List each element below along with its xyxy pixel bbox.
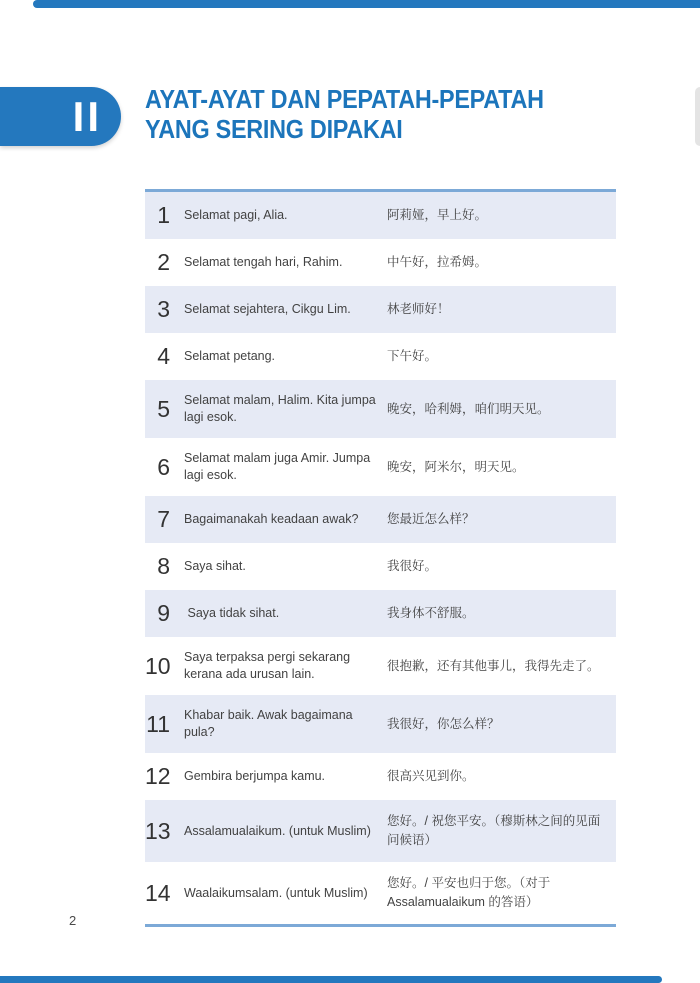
row-number: 10 xyxy=(145,652,171,679)
table-row xyxy=(145,753,616,800)
table-row xyxy=(145,496,616,543)
malay-text: Selamat malam, Halim. Kita jumpa lagi esok. xyxy=(184,393,380,424)
chinese-text: 林老师好！ xyxy=(387,302,450,316)
malay-text: Saya tidak sihat. xyxy=(184,606,280,620)
malay-text: Selamat tengah hari, Rahim. xyxy=(184,255,343,269)
chinese-text: 我很好。 xyxy=(387,559,438,573)
malay-text: Selamat sejahtera, Cikgu Lim. xyxy=(184,302,351,316)
chinese-text: 下午好。 xyxy=(387,349,438,363)
row-number: 7 xyxy=(157,506,170,532)
malay-text: Saya terpaksa pergi sekarang kerana ada urusan lain. xyxy=(184,650,354,681)
row-number: 6 xyxy=(157,453,170,480)
page-number: 2 xyxy=(69,913,77,928)
chinese-text: 我很好，你怎么样？ xyxy=(387,716,500,731)
row-number: 5 xyxy=(157,395,170,422)
malay-text: Selamat petang. xyxy=(184,349,276,363)
table-row xyxy=(145,862,616,924)
row-number: 12 xyxy=(145,763,171,789)
bottom-accent-bar xyxy=(0,976,662,983)
table-row xyxy=(145,695,616,753)
malay-text: Selamat pagi, Alia. xyxy=(184,208,288,222)
malay-text: Selamat malam juga Amir. Jumpa lagi esok. xyxy=(184,451,374,482)
table-row xyxy=(145,239,616,286)
table-row xyxy=(145,380,616,438)
row-number: 13 xyxy=(145,817,171,844)
chinese-text: 您好。/ 平安也归于您。（对于 Assalamualaikum 的答语） xyxy=(387,876,551,909)
row-number: 3 xyxy=(157,296,170,322)
malay-text: Khabar baik. Awak bagaimana pula? xyxy=(184,708,357,739)
table-row xyxy=(145,637,616,695)
row-number: 11 xyxy=(146,710,170,737)
chinese-text: 晚安，阿米尔，明天见。 xyxy=(387,459,525,474)
table-row xyxy=(145,333,616,380)
chinese-text: 阿莉娅，早上好。 xyxy=(387,208,488,222)
right-edge-tab xyxy=(695,87,700,146)
table-row xyxy=(145,438,616,496)
table-row xyxy=(145,543,616,590)
row-number: 8 xyxy=(157,553,170,579)
row-number: 2 xyxy=(157,249,170,275)
section-tab xyxy=(0,87,121,146)
malay-text: Assalamualaikum. (untuk Muslim) xyxy=(184,823,371,838)
row-number: 1 xyxy=(157,202,170,228)
row-number: 14 xyxy=(145,879,171,906)
title-line-1: AYAT-AYAT DAN PEPATAH-PEPATAH xyxy=(145,84,544,114)
phrase-table xyxy=(145,189,616,927)
top-accent-bar xyxy=(33,0,700,8)
section-numeral: II xyxy=(72,92,102,140)
malay-text: Gembira berjumpa kamu. xyxy=(184,769,326,783)
title-line-2: YANG SERING DIPAKAI xyxy=(145,114,403,144)
chinese-text: 您好。/ 祝您平安。（穆斯林之间的见面问候语） xyxy=(387,814,601,847)
chinese-text: 晚安，哈利姆，咱们明天见。 xyxy=(387,401,550,416)
page-title xyxy=(145,84,544,144)
malay-text: Bagaimanakah keadaan awak? xyxy=(184,512,359,526)
chinese-text: 很高兴见到你。 xyxy=(387,769,475,783)
chinese-text: 很抱歉，还有其他事儿，我得先走了。 xyxy=(387,658,600,673)
chinese-text: 中午好，拉希姆。 xyxy=(387,255,488,269)
row-number: 4 xyxy=(157,343,170,369)
chinese-text: 我身体不舒服。 xyxy=(387,606,475,620)
malay-text: Waalaikumsalam. (untuk Muslim) xyxy=(184,885,368,900)
table-row xyxy=(145,192,616,239)
table-row xyxy=(145,286,616,333)
table-row xyxy=(145,590,616,637)
table-row xyxy=(145,800,616,862)
row-number: 9 xyxy=(157,600,170,626)
malay-text: Saya sihat. xyxy=(184,559,246,573)
chinese-text: 您最近怎么样？ xyxy=(387,512,475,526)
